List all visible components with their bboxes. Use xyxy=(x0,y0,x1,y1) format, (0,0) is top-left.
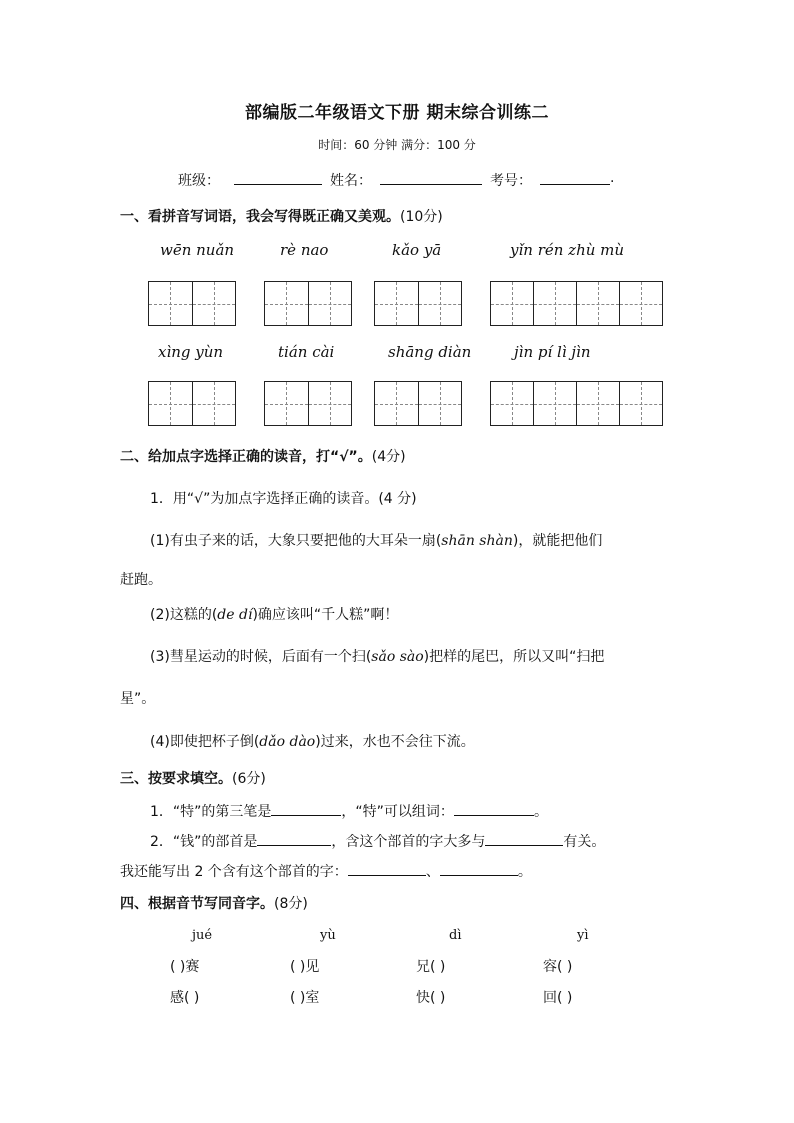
exam-field xyxy=(490,170,532,190)
pinyin-7: shāng diàn xyxy=(388,343,472,361)
class-label: 班级： xyxy=(178,173,220,189)
pinyin-choice[interactable]: de dí xyxy=(217,607,253,623)
item-4: (4)即使把杯子倒(dǎo dào)过来，水也不会往下流。 xyxy=(150,734,475,750)
name-blank[interactable] xyxy=(380,172,482,185)
writing-grid[interactable] xyxy=(490,281,663,326)
answer-blank[interactable] xyxy=(257,833,331,846)
question-3-2: 2．“钱”的部首是 ，含这个部首的字大多与 有关。 xyxy=(150,834,606,850)
name-field xyxy=(330,170,372,190)
writing-grid[interactable] xyxy=(374,381,462,426)
pinyin-2: rè nao xyxy=(280,241,329,259)
pinyin-4: yǐn rén zhù mù xyxy=(510,241,625,259)
class-field xyxy=(178,170,220,190)
pinyin-3: kǎo yā xyxy=(392,241,442,259)
answer-blank[interactable] xyxy=(485,833,563,846)
pinyin-choice[interactable]: dǎo dào xyxy=(259,734,316,750)
item-2: (2)这糕的(de dí)确应该叫“千人糕”啊！ xyxy=(150,607,399,623)
item-3: (3)彗星运动的时候，后面有一个扫(sǎo sào)把样的尾巴，所以又叫“扫把 xyxy=(150,649,605,665)
section1-heading: 一、看拼音写词语，我会写得既正确又美观。(10分) xyxy=(120,209,443,225)
section4-heading: 四、根据音节写同音字。(8分) xyxy=(120,896,308,912)
page-title: 部编版二年级语文下册 期末综合训练二 xyxy=(245,103,549,123)
writing-grid[interactable] xyxy=(148,281,236,326)
fill-item[interactable]: ( )见 xyxy=(290,959,320,975)
fill-item[interactable]: 快( ) xyxy=(416,990,446,1006)
writing-grid[interactable] xyxy=(148,381,236,426)
question-2-1: 1．用“√”为加点字选择正确的读音。(4 分) xyxy=(150,491,417,507)
name-label: 姓名： xyxy=(330,173,372,189)
pinyin-8: jìn pí lì jìn xyxy=(514,343,591,361)
fill-item[interactable]: 兄( ) xyxy=(416,959,446,975)
answer-blank[interactable] xyxy=(440,863,518,876)
question-3-2-cont: 我还能写出 2 个含有这个部首的字： 、 。 xyxy=(120,864,532,880)
fill-item[interactable]: 容( ) xyxy=(543,959,573,975)
fill-item[interactable]: ( )室 xyxy=(290,990,320,1006)
item-1: (1)有虫子来的话，大象只要把他的大耳朵一扇(shān shàn)，就能把他们 xyxy=(150,533,603,549)
answer-blank[interactable] xyxy=(348,863,426,876)
writing-grid[interactable] xyxy=(264,381,352,426)
pinyin-choice[interactable]: sǎo sào xyxy=(371,649,424,665)
pinyin-choice[interactable]: shān shàn xyxy=(441,533,513,549)
syllable-4: yì xyxy=(577,928,589,943)
exam-label: 考号： xyxy=(490,173,532,189)
answer-blank[interactable] xyxy=(454,803,534,816)
item-3-cont: 星”。 xyxy=(120,691,156,707)
section2-heading: 二、给加点字选择正确的读音，打“√”。(4分) xyxy=(120,449,406,465)
pinyin-1: wēn nuǎn xyxy=(160,241,235,259)
answer-blank[interactable] xyxy=(271,803,341,816)
pinyin-6: tián cài xyxy=(278,343,335,361)
syllable-1: jué xyxy=(192,928,213,943)
question-3-1: 1．“特”的第三笔是 ，“特”可以组词： 。 xyxy=(150,804,548,820)
writing-grid[interactable] xyxy=(490,381,663,426)
fill-item[interactable]: 回( ) xyxy=(543,990,573,1006)
exam-time-score: 时间：60 分钟 满分：100 分 xyxy=(318,138,476,152)
syllable-3: dì xyxy=(449,928,462,943)
end-mark: . xyxy=(610,170,615,186)
writing-grid[interactable] xyxy=(374,281,462,326)
writing-grid[interactable] xyxy=(264,281,352,326)
syllable-2: yù xyxy=(320,928,336,943)
section3-heading: 三、按要求填空。(6分) xyxy=(120,771,266,787)
exam-blank[interactable] xyxy=(540,172,610,185)
item-1-cont: 赶跑。 xyxy=(120,572,162,588)
fill-item[interactable]: ( )赛 xyxy=(170,959,200,975)
pinyin-5: xìng yùn xyxy=(158,343,224,361)
class-blank[interactable] xyxy=(234,172,322,185)
fill-item[interactable]: 感( ) xyxy=(170,990,200,1006)
